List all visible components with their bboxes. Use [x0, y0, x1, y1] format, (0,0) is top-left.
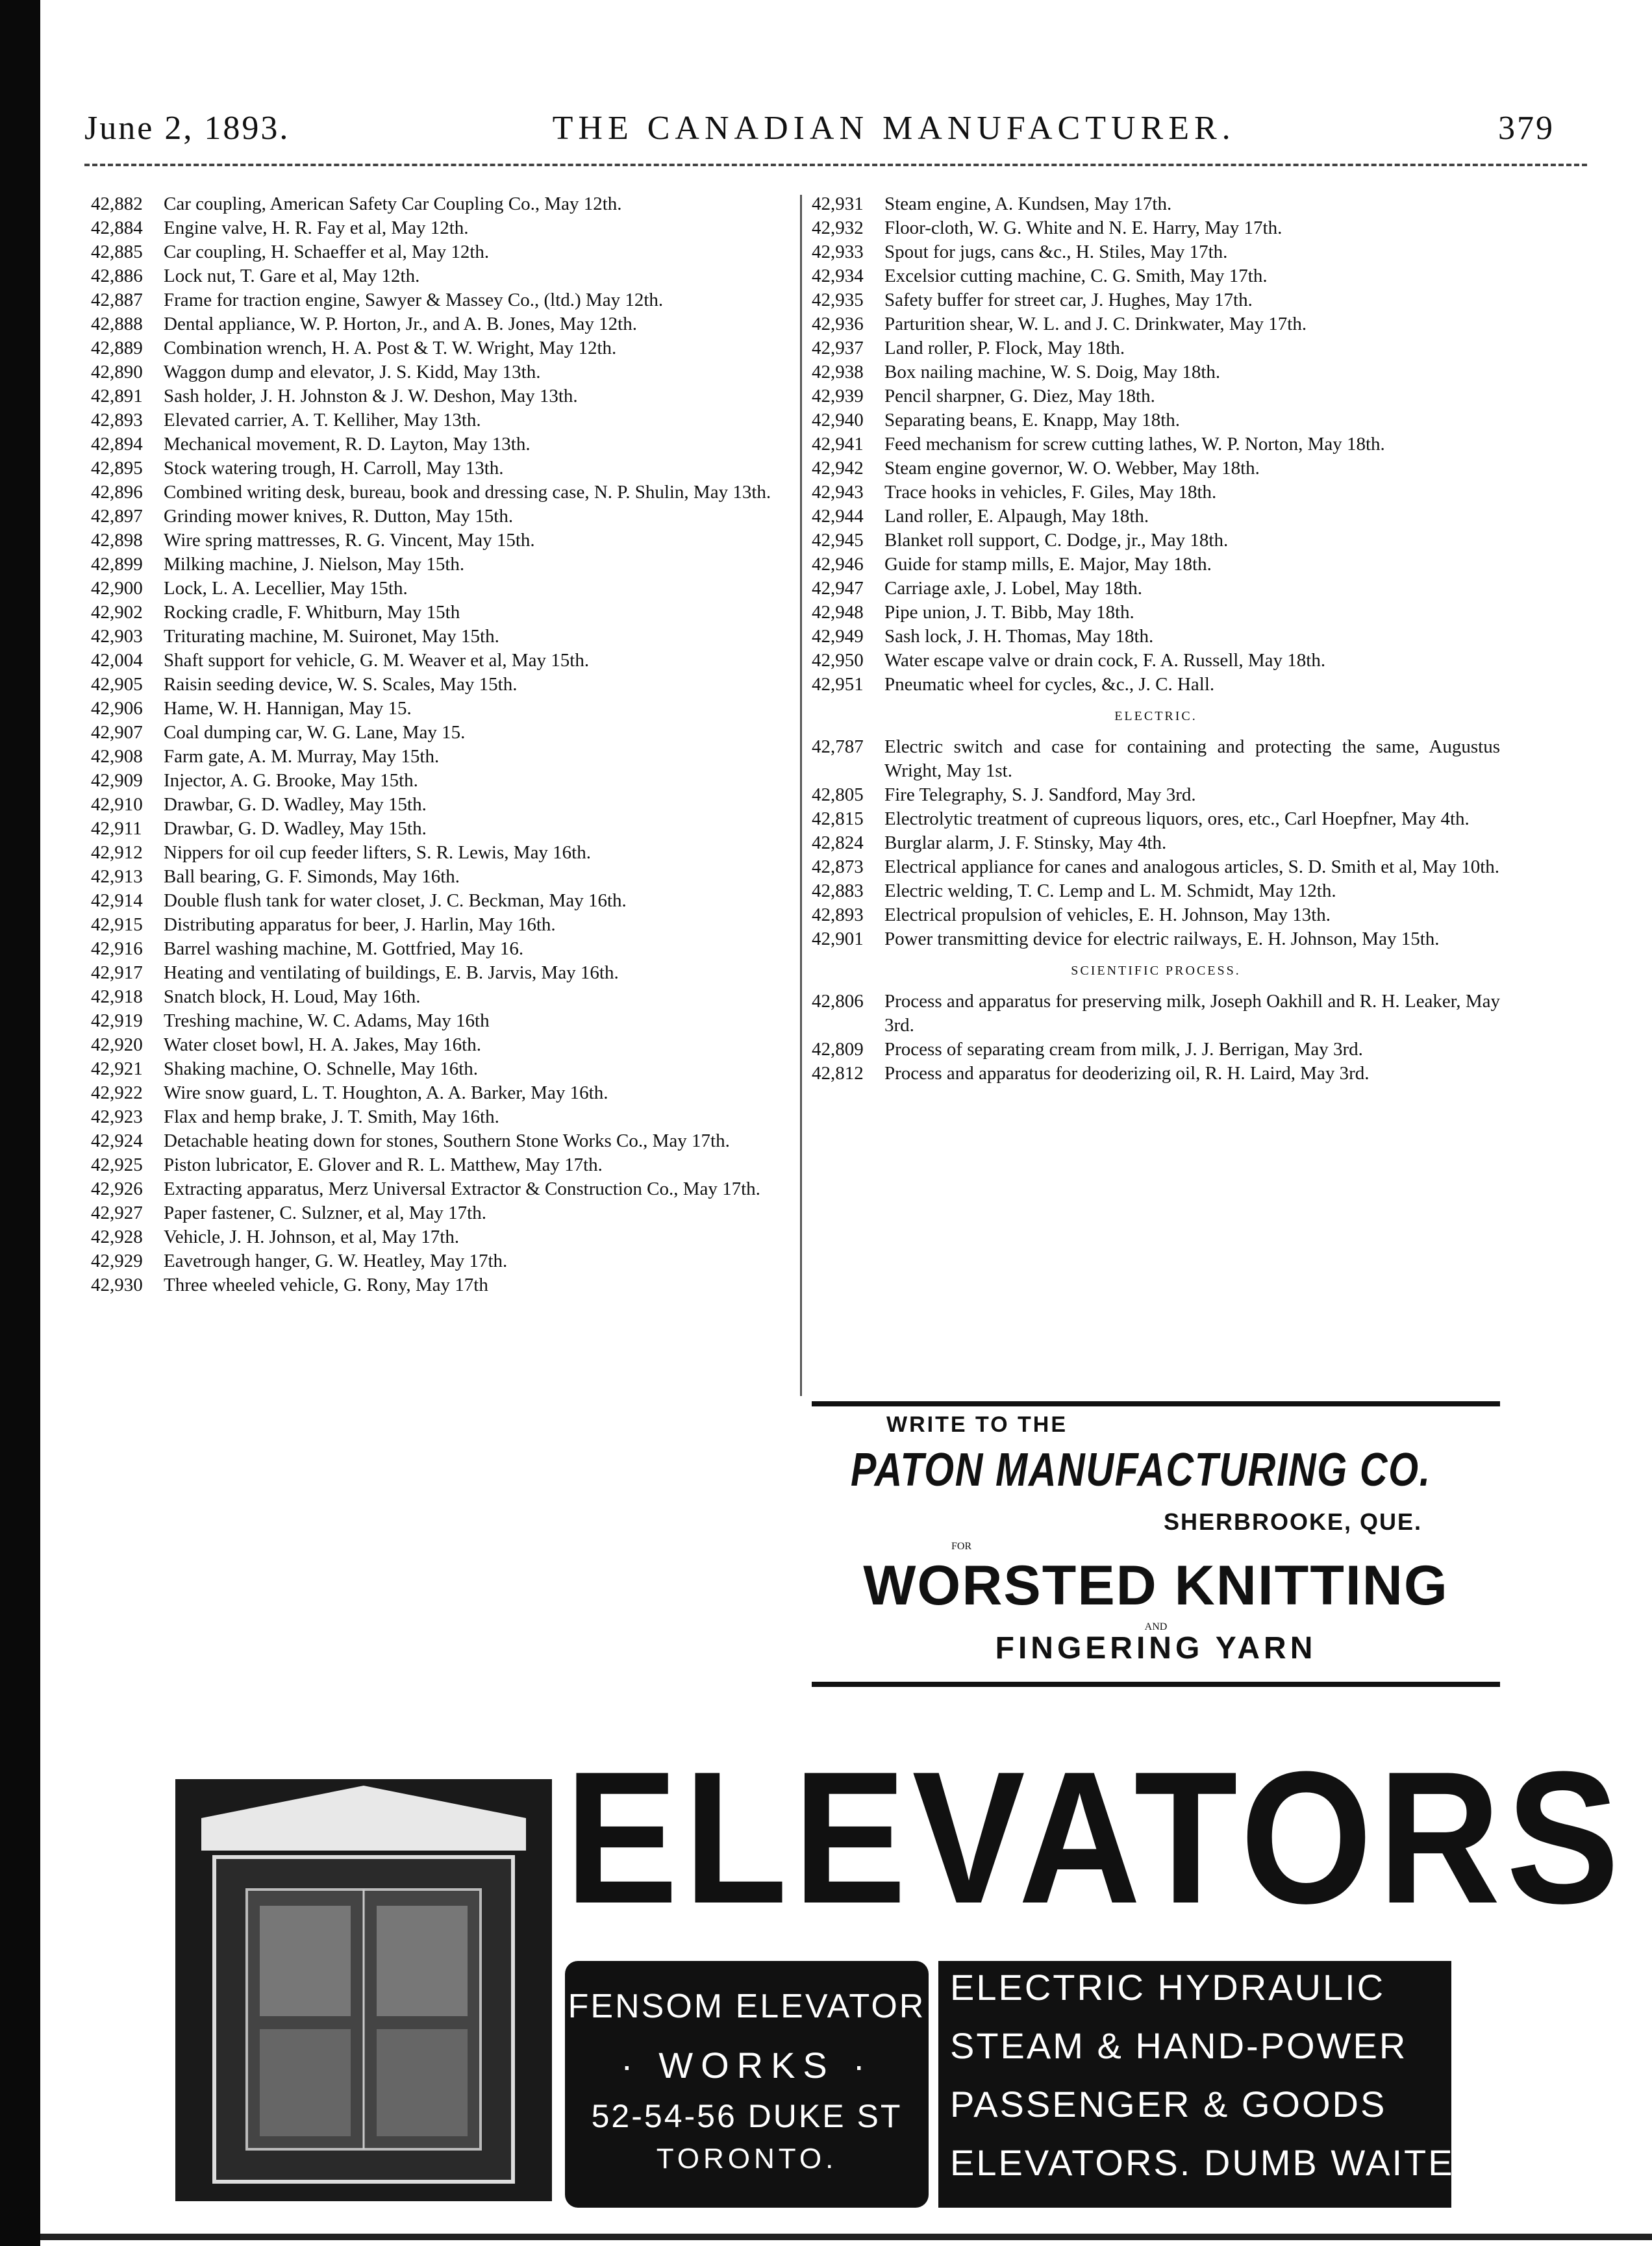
patent-entry	[812, 264, 1500, 288]
patent-number: 42,787	[812, 736, 864, 757]
patent-number: 42,945	[812, 530, 864, 551]
patent-number: 42,928	[91, 1227, 143, 1247]
patent-entry	[812, 577, 1500, 601]
paton-product-worsted: WORSTED KNITTING	[863, 1554, 1449, 1617]
patent-number: 42,926	[91, 1179, 143, 1199]
patent-description: Treshing machine, W. C. Adams, May 16th	[164, 1010, 490, 1031]
patent-description: Water escape valve or drain cock, F. A. Russell, May 18th.	[884, 650, 1326, 671]
patent-number: 42,933	[812, 242, 864, 262]
patent-description: Land roller, P. Flock, May 18th.	[884, 338, 1125, 358]
patent-description: Snatch block, H. Loud, May 16th.	[164, 986, 421, 1007]
patent-entry	[91, 336, 792, 360]
patent-description: Raisin seeding device, W. S. Scales, May 15th.	[164, 674, 518, 695]
patent-entry	[91, 625, 792, 649]
patent-number: 42,897	[91, 506, 143, 527]
patent-entry	[91, 1081, 792, 1105]
patent-entry	[91, 408, 792, 432]
patent-number: 42,947	[812, 578, 864, 599]
patent-description: Trace hooks in vehicles, F. Giles, May 18th.	[884, 482, 1217, 503]
patent-entry	[91, 264, 792, 288]
patent-number: 42,893	[812, 905, 864, 925]
patent-number: 42,905	[91, 674, 143, 695]
patent-list-electric	[812, 735, 1500, 951]
patent-entry	[91, 312, 792, 336]
fensom-address: 52-54-56 DUKE ST	[591, 2098, 903, 2134]
patent-entry	[91, 384, 792, 408]
patent-entry	[812, 625, 1500, 649]
patent-description: Piston lubricator, E. Glover and R. L. Matthew, May 17th.	[164, 1154, 603, 1175]
patent-description: Parturition shear, W. L. and J. C. Drinkwater, May 17th.	[884, 314, 1307, 334]
patent-number: 42,922	[91, 1082, 143, 1103]
patent-list-right	[812, 192, 1500, 1086]
patent-entry	[812, 240, 1500, 264]
patent-number: 42,907	[91, 722, 143, 743]
patent-entry	[812, 529, 1500, 553]
patent-number: 42,931	[812, 193, 864, 214]
patent-description: Process and apparatus for deoderizing oil, R. H. Laird, May 3rd.	[884, 1063, 1370, 1084]
fensom-works-box	[565, 1961, 929, 2208]
patent-number: 42,927	[91, 1203, 143, 1223]
patent-entry	[812, 673, 1500, 697]
patent-number: 42,898	[91, 530, 143, 551]
elevator-type-line: STEAM & HAND-POWER	[950, 2025, 1408, 2066]
patent-number: 42,938	[812, 362, 864, 382]
patent-description: Detachable heating down for stones, Southern Stone Works Co., May 17th.	[164, 1130, 730, 1151]
patent-entry	[812, 1062, 1500, 1086]
patent-description: Safety buffer for street car, J. Hughes, May 17th.	[884, 290, 1253, 310]
patent-description: Engine valve, H. R. Fay et al, May 12th.	[164, 218, 469, 238]
patent-description: Box nailing machine, W. S. Doig, May 18th.	[884, 362, 1221, 382]
patent-entry	[812, 216, 1500, 240]
patent-description: Water closet bowl, H. A. Jakes, May 16th.	[164, 1034, 481, 1055]
patent-number: 42,900	[91, 578, 143, 599]
patent-number: 42,873	[812, 856, 864, 877]
patent-entry	[91, 769, 792, 793]
patent-description: Fire Telegraphy, S. J. Sandford, May 3rd.	[884, 784, 1196, 805]
patent-description: Stock watering trough, H. Carroll, May 13th.	[164, 458, 504, 479]
patent-description: Coal dumping car, W. G. Lane, May 15.	[164, 722, 466, 743]
fensom-city: TORONTO.	[656, 2143, 838, 2175]
fensom-name: FENSOM ELEVATOR	[568, 1988, 926, 2025]
scientific-heading: SCIENTIFIC PROCESS.	[1071, 964, 1241, 978]
patent-description: Sash lock, J. H. Thomas, May 18th.	[884, 626, 1154, 647]
patent-number: 42,942	[812, 458, 864, 479]
patent-description: Pencil sharpner, G. Diez, May 18th.	[884, 386, 1155, 406]
paton-city: SHERBROOKE, QUE.	[1163, 1508, 1422, 1535]
patent-number: 42,805	[812, 784, 864, 805]
patent-description: Power transmitting device for electric railways, E. H. Johnson, May 15th.	[884, 929, 1440, 949]
patent-entry	[812, 408, 1500, 432]
patent-number: 42,903	[91, 626, 143, 647]
patent-number: 42,893	[91, 410, 143, 430]
patent-entry	[812, 990, 1500, 1038]
patent-description: Drawbar, G. D. Wadley, May 15th.	[164, 818, 427, 839]
patent-description: Injector, A. G. Brooke, May 15th.	[164, 770, 418, 791]
patent-number: 42,924	[91, 1130, 143, 1151]
patent-entry	[812, 312, 1500, 336]
patent-number: 42,925	[91, 1154, 143, 1175]
patent-description: Ball bearing, G. F. Simonds, May 16th.	[164, 866, 460, 887]
patent-number: 42,913	[91, 866, 143, 887]
patent-entry	[91, 288, 792, 312]
patent-number: 42,809	[812, 1039, 864, 1060]
patent-number: 42,946	[812, 554, 864, 575]
patent-description: Double flush tank for water closet, J. C. Beckman, May 16th.	[164, 890, 627, 911]
patent-number: 42,934	[812, 266, 864, 286]
patent-entry	[91, 793, 792, 817]
patent-entry	[91, 1249, 792, 1273]
paton-advertisement	[812, 1412, 1500, 1672]
patent-entry	[91, 505, 792, 529]
patent-entry	[812, 384, 1500, 408]
patent-description: Wire snow guard, L. T. Houghton, A. A. Barker, May 16th.	[164, 1082, 608, 1103]
patent-number: 42,937	[812, 338, 864, 358]
patent-description: Burglar alarm, J. F. Stinsky, May 4th.	[884, 832, 1167, 853]
patent-number: 42,902	[91, 602, 143, 623]
page-header	[84, 109, 1555, 155]
patent-number: 42,909	[91, 770, 143, 791]
patent-entry	[812, 601, 1500, 625]
patent-description: Pneumatic wheel for cycles, &c., J. C. Hall.	[884, 674, 1215, 695]
patent-entry	[91, 985, 792, 1009]
patent-description: Separating beans, E. Knapp, May 18th.	[884, 410, 1181, 430]
patent-number: 42,915	[91, 914, 143, 935]
electric-heading: ELECTRIC.	[1114, 709, 1197, 723]
patent-entry	[812, 553, 1500, 577]
patent-entry	[812, 879, 1500, 903]
fensom-works: · WORKS ·	[621, 2045, 873, 2086]
patent-entry	[91, 889, 792, 913]
patent-description: Guide for stamp mills, E. Major, May 18th.	[884, 554, 1212, 575]
patent-number: 42,824	[812, 832, 864, 853]
patent-number: 42,911	[91, 818, 142, 839]
footer-rule	[40, 2234, 1652, 2240]
patent-description: Lock nut, T. Gare et al, May 12th.	[164, 266, 420, 286]
patent-entry	[91, 192, 792, 216]
patent-number: 42,919	[91, 1010, 143, 1031]
patent-description: Pipe union, J. T. Bibb, May 18th.	[884, 602, 1134, 623]
patent-description: Dental appliance, W. P. Horton, Jr., and A. B. Jones, May 12th.	[164, 314, 637, 334]
patent-description: Lock, L. A. Lecellier, May 15th.	[164, 578, 408, 599]
patent-entry	[91, 1129, 792, 1153]
patent-number: 42,815	[812, 808, 864, 829]
patent-description: Milking machine, J. Nielson, May 15th.	[164, 554, 465, 575]
patent-number: 42,806	[812, 991, 864, 1012]
elevator-advertisement	[149, 1714, 1625, 2208]
patent-description: Feed mechanism for screw cutting lathes, W. P. Norton, May 18th.	[884, 434, 1385, 455]
patent-number: 42,941	[812, 434, 864, 455]
patent-entry	[812, 735, 1500, 783]
patent-description: Heating and ventilating of buildings, E. B. Jarvis, May 16th.	[164, 962, 619, 983]
patent-description: Combined writing desk, bureau, book and dressing case, N. P. Shulin, May 13th.	[164, 482, 771, 503]
patent-number: 42,888	[91, 314, 143, 334]
patent-description: Blanket roll support, C. Dodge, jr., May 18th.	[884, 530, 1229, 551]
patent-number: 42,883	[812, 880, 864, 901]
patent-number: 42,910	[91, 794, 143, 815]
patent-entry	[812, 927, 1500, 951]
patent-description: Drawbar, G. D. Wadley, May 15th.	[164, 794, 427, 815]
patent-description: Excelsior cutting machine, C. G. Smith, May 17th.	[884, 266, 1268, 286]
patent-number: 42,896	[91, 482, 143, 503]
patent-description: Triturating machine, M. Suironet, May 15th.	[164, 626, 499, 647]
patent-description: Electrolytic treatment of cupreous liquors, ores, etc., Carl Hoepfner, May 4th.	[884, 808, 1470, 829]
journal-title: THE CANADIAN MANUFACTURER.	[552, 110, 1236, 147]
patent-entry	[812, 831, 1500, 855]
patent-entry	[91, 216, 792, 240]
elevator-cab-illustration	[175, 1779, 552, 2201]
patent-number: 42,891	[91, 386, 143, 406]
patent-number: 42,929	[91, 1251, 143, 1271]
patent-description: Electric welding, T. C. Lemp and L. M. Schmidt, May 12th.	[884, 880, 1336, 901]
patent-number: 42,923	[91, 1106, 143, 1127]
patent-entry	[91, 1273, 792, 1297]
patent-number: 42,887	[91, 290, 143, 310]
patent-entry	[91, 553, 792, 577]
paton-and: AND	[1144, 1621, 1168, 1632]
elevator-type-line: ELEVATORS. DUMB WAITERS	[950, 2142, 1509, 2183]
patent-entry	[91, 360, 792, 384]
patent-entry	[812, 855, 1500, 879]
patent-entry	[812, 807, 1500, 831]
patent-number: 42,951	[812, 674, 864, 695]
patent-description: Floor-cloth, W. G. White and N. E. Harry, May 17th.	[884, 218, 1283, 238]
patent-entry	[812, 288, 1500, 312]
patent-number: 42,884	[91, 218, 143, 238]
patent-description: Steam engine governor, W. O. Webber, May 18th.	[884, 458, 1260, 479]
elevator-types-box	[938, 1961, 1509, 2208]
patent-entry	[91, 1009, 792, 1033]
patent-entry	[91, 937, 792, 961]
patent-entry	[91, 456, 792, 480]
patent-entry	[812, 1038, 1500, 1062]
patent-entry	[91, 1105, 792, 1129]
patent-description: Barrel washing machine, M. Gottfried, May 16.	[164, 938, 524, 959]
patent-description: Extracting apparatus, Merz Universal Extractor & Construction Co., May 17th.	[164, 1179, 760, 1199]
patent-number: 42,918	[91, 986, 143, 1007]
patent-number: 42,916	[91, 938, 143, 959]
patent-description: Process of separating cream from milk, J. J. Berrigan, May 3rd.	[884, 1039, 1363, 1060]
patent-entry	[812, 505, 1500, 529]
patent-description: Shaking machine, O. Schnelle, May 16th.	[164, 1058, 479, 1079]
elevator-type-line: PASSENGER & GOODS	[950, 2084, 1387, 2125]
patent-entry	[91, 1177, 792, 1201]
patent-description: Process and apparatus for preserving milk, Joseph Oakhill and R. H. Leaker, May 3rd.	[884, 991, 1500, 1036]
patent-entry	[91, 1225, 792, 1249]
patent-number: 42,939	[812, 386, 864, 406]
patent-description: Combination wrench, H. A. Post & T. W. Wright, May 12th.	[164, 338, 617, 358]
patent-description: Carriage axle, J. Lobel, May 18th.	[884, 578, 1143, 599]
patent-entry	[91, 697, 792, 721]
patent-entry	[91, 865, 792, 889]
patent-number: 42,894	[91, 434, 143, 455]
patent-description: Grinding mower knives, R. Dutton, May 15th.	[164, 506, 514, 527]
patent-description: Distributing apparatus for beer, J. Harlin, May 16th.	[164, 914, 556, 935]
patent-description: Waggon dump and elevator, J. S. Kidd, May 13th.	[164, 362, 541, 382]
patent-number: 42,944	[812, 506, 864, 527]
patent-description: Car coupling, American Safety Car Coupling Co., May 12th.	[164, 193, 622, 214]
patent-list-general	[812, 192, 1500, 697]
patent-entry	[812, 783, 1500, 807]
elevator-type-line: ELECTRIC HYDRAULIC	[950, 1967, 1386, 2008]
patent-description: Hame, W. H. Hannigan, May 15.	[164, 698, 412, 719]
patent-description: Rocking cradle, F. Whitburn, May 15th	[164, 602, 460, 623]
patent-number: 42,882	[91, 193, 143, 214]
patent-number: 42,890	[91, 362, 143, 382]
patent-number: 42,920	[91, 1034, 143, 1055]
patent-number: 42,930	[91, 1275, 143, 1295]
patent-entry	[812, 192, 1500, 216]
patent-number: 42,908	[91, 746, 143, 767]
patent-number: 42,932	[812, 218, 864, 238]
patent-number: 42,921	[91, 1058, 143, 1079]
patent-entry	[91, 1033, 792, 1057]
patent-entry	[91, 961, 792, 985]
patent-description: Frame for traction engine, Sawyer & Massey Co., (ltd.) May 12th.	[164, 290, 664, 310]
patent-number: 42,899	[91, 554, 143, 575]
patent-description: Sash holder, J. H. Johnston & J. W. Deshon, May 13th.	[164, 386, 578, 406]
patent-entry	[91, 1057, 792, 1081]
patent-description: Vehicle, J. H. Johnson, et al, May 17th.	[164, 1227, 460, 1247]
patent-entry	[812, 649, 1500, 673]
patent-number: 42,940	[812, 410, 864, 430]
patent-description: Three wheeled vehicle, G. Rony, May 17th	[164, 1275, 488, 1295]
patent-entry	[91, 913, 792, 937]
patent-entry	[91, 1153, 792, 1177]
patent-number: 42,901	[812, 929, 864, 949]
patent-description: Farm gate, A. M. Murray, May 15th.	[164, 746, 440, 767]
patent-number: 42,886	[91, 266, 143, 286]
patent-number: 42,912	[91, 842, 143, 863]
patent-entry	[91, 480, 792, 505]
patent-entry	[812, 480, 1500, 505]
patent-entry	[812, 336, 1500, 360]
patent-number: 42,917	[91, 962, 143, 983]
patent-number: 42,943	[812, 482, 864, 503]
patent-description: Electric switch and case for containing and protecting the same, Augustus Wright, May 1st.	[884, 736, 1500, 781]
patent-entry	[91, 745, 792, 769]
patent-description: Land roller, E. Alpaugh, May 18th.	[884, 506, 1149, 527]
patent-entry	[812, 360, 1500, 384]
paton-product-fingering: FINGERING YARN	[995, 1631, 1317, 1666]
patent-number: 42,949	[812, 626, 864, 647]
patent-description: Nippers for oil cup feeder lifters, S. R. Lewis, May 16th.	[164, 842, 591, 863]
patent-description: Flax and hemp brake, J. T. Smith, May 16th.	[164, 1106, 499, 1127]
patent-list-scientific	[812, 990, 1500, 1086]
patent-entry	[812, 432, 1500, 456]
patent-entry	[91, 841, 792, 865]
patent-entry	[91, 601, 792, 625]
patent-description: Eavetrough hanger, G. W. Heatley, May 17th.	[164, 1251, 508, 1271]
patent-description: Spout for jugs, cans &c., H. Stiles, May 17th.	[884, 242, 1228, 262]
patent-number: 42,914	[91, 890, 143, 911]
patent-description: Car coupling, H. Schaeffer et al, May 12th.	[164, 242, 490, 262]
issue-date: June 2, 1893.	[84, 110, 290, 147]
paton-write-to: WRITE TO THE	[886, 1412, 1068, 1437]
scan-edge-bar	[0, 0, 40, 2246]
patent-number: 42,812	[812, 1063, 864, 1084]
patent-description: Electrical appliance for canes and analogous articles, S. D. Smith et al, May 10th.	[884, 856, 1500, 877]
patent-entry	[91, 721, 792, 745]
patent-number: 42,948	[812, 602, 864, 623]
patent-description: Elevated carrier, A. T. Kelliher, May 13th.	[164, 410, 481, 430]
patent-entry	[91, 1201, 792, 1225]
patent-number: 42,004	[91, 650, 143, 671]
patent-description: Paper fastener, C. Sulzner, et al, May 17th.	[164, 1203, 486, 1223]
patent-description: Mechanical movement, R. D. Layton, May 13th.	[164, 434, 531, 455]
patent-list-left	[91, 192, 792, 1297]
patent-entry	[812, 456, 1500, 480]
patent-entry	[91, 432, 792, 456]
ad-bottom-rule	[812, 1682, 1500, 1687]
patent-entry	[91, 577, 792, 601]
patent-description: Wire spring mattresses, R. G. Vincent, May 15th.	[164, 530, 535, 551]
patent-number: 42,936	[812, 314, 864, 334]
paton-company-name: PATON MANUFACTURING CO.	[851, 1444, 1431, 1496]
header-rule	[84, 164, 1587, 166]
patent-number: 42,950	[812, 650, 864, 671]
patent-entry	[91, 529, 792, 553]
elevators-headline: ELEVATORS	[565, 1732, 1625, 1943]
patent-description: Shaft support for vehicle, G. M. Weaver et al, May 15th.	[164, 650, 590, 671]
patent-entry	[91, 673, 792, 697]
column-divider	[800, 195, 802, 1396]
ad-top-rule	[812, 1401, 1500, 1406]
patent-entry	[91, 240, 792, 264]
patent-description: Steam engine, A. Kundsen, May 17th.	[884, 193, 1172, 214]
patent-number: 42,906	[91, 698, 143, 719]
patent-entry	[91, 649, 792, 673]
paton-for: FOR	[951, 1541, 972, 1552]
patent-number: 42,889	[91, 338, 143, 358]
patent-entry	[91, 817, 792, 841]
patent-number: 42,935	[812, 290, 864, 310]
patent-description: Electrical propulsion of vehicles, E. H. Johnson, May 13th.	[884, 905, 1331, 925]
page-number: 379	[1498, 110, 1555, 147]
patent-entry	[812, 903, 1500, 927]
patent-number: 42,885	[91, 242, 143, 262]
patent-number: 42,895	[91, 458, 143, 479]
